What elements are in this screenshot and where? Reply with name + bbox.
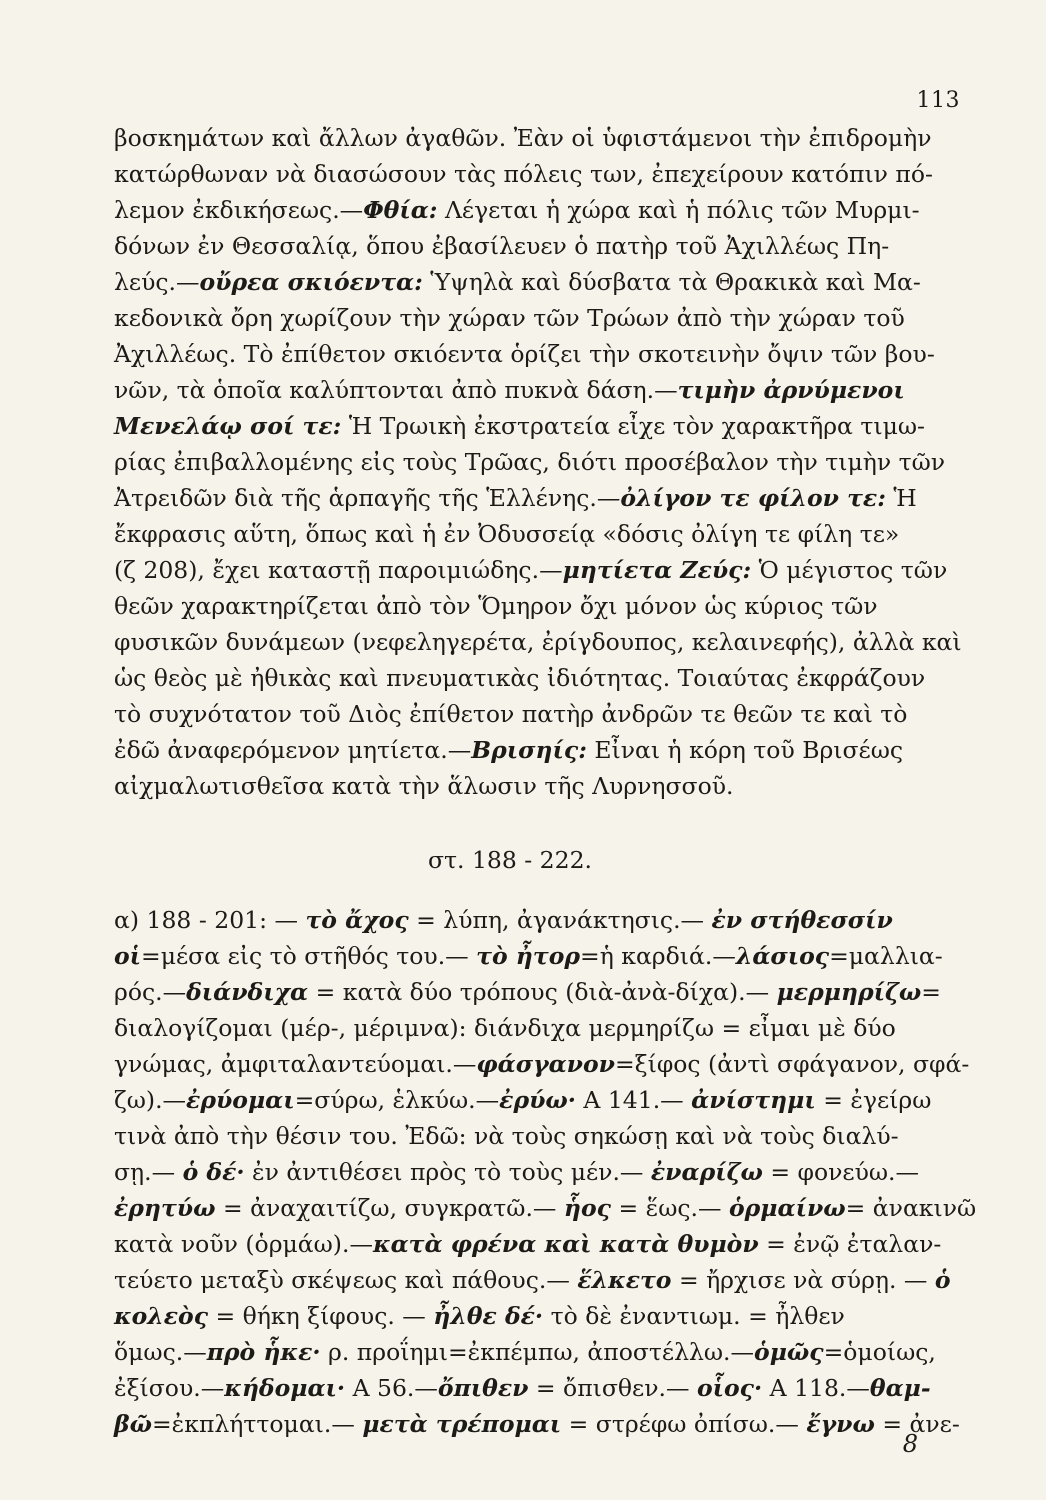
text-segment: Ἡ Τρωικὴ ἐκστρατεία εἶχε τὸν χαρακτῆρα τιμω- (341, 412, 925, 440)
text-line (114, 1082, 932, 1118)
text-segment: ἔκφρασις αὕτη, ὅπως καὶ ἡ ἐν Ὀδυσσείᾳ «δόσις ὀλίγη τε φίλη τε» (114, 520, 900, 548)
text-segment: = ἕως.— (610, 1194, 729, 1222)
text-segment: =μαλλια- (829, 942, 943, 970)
lemma: ὄπιθεν (437, 1374, 529, 1402)
lemma: μητίετα Ζεύς: (562, 556, 752, 584)
lemma: λάσιος (735, 942, 830, 970)
lemma: κατὰ φρένα καὶ κατὰ θυμὸν (372, 1230, 759, 1258)
lemma: τὸ ἄχος (305, 906, 409, 934)
body-text (114, 120, 977, 1442)
lemma: ὁρμαίνω (728, 1194, 846, 1222)
text-segment: Λέγεται ἡ χώρα καὶ ἡ πόλις τῶν Μυρμι- (437, 196, 920, 224)
text-segment: κεδονικὰ ὄρη χωρίζουν τὴν χώραν τῶν Τρώων ἀπὸ τὴν χώραν τοῦ (114, 304, 905, 332)
text-line (114, 408, 925, 444)
lemma: ἔγνω (806, 1410, 875, 1438)
text-line (114, 156, 933, 192)
text-line (114, 938, 943, 974)
text-segment: =ἐκπλήττομαι.— (151, 1410, 363, 1438)
text-line (114, 696, 906, 732)
text-segment: = (921, 978, 941, 1006)
lemma: πρὸ ἧκε· (206, 1338, 321, 1366)
text-line (114, 1118, 906, 1154)
text-line (114, 516, 906, 552)
text-segment: Ἀτρειδῶν διὰ τῆς ἁρπαγῆς τῆς Ἑλλένης.— (114, 484, 621, 512)
text-segment: κατὰ νοῦν (ὁρμάω).— (114, 1230, 373, 1258)
text-segment: βοσκημάτων καὶ ἄλλων ἀγαθῶν. Ἐὰν οἱ ὑφιστάμενοι τὴν ἐπιδρομὴν (114, 124, 932, 152)
text-segment: διαλογίζομαι (μέρ-, μέριμνα): διάνδιχα μερμηρίζω = εἶμαι μὲ δύο (114, 1014, 896, 1042)
text-line (114, 732, 906, 768)
text-line (114, 1154, 919, 1190)
text-segment: ρός.— (114, 978, 187, 1006)
text-segment: τὸ συχνότατον τοῦ Διὸς ἐπίθετον πατὴρ ἀνδρῶν τε θεῶν τε καὶ τὸ (114, 700, 908, 728)
text-segment: Ὁ μέγιστος τῶν (751, 556, 948, 584)
text-line (114, 768, 906, 804)
lemma: διάνδιχα (186, 978, 309, 1006)
text-segment: λεμον ἐκδικήσεως.— (114, 196, 364, 224)
lemma: ἐρύομαι (186, 1086, 295, 1114)
text-segment: Εἶναι ἡ κόρη τοῦ Βρισέως (586, 736, 904, 764)
text-line (114, 902, 906, 938)
text-segment: =σύρω, ἑλκύω.— (294, 1086, 500, 1114)
text-segment: =ἡ καρδιά.— (580, 942, 736, 970)
text-segment: = φονεύω.— (762, 1158, 919, 1186)
text-segment: γνώμας, ἀμφιταλαντεύομαι.— (114, 1050, 477, 1078)
text-segment: Ὑψηλὰ καὶ δύσβατα τὰ Θρακικὰ καὶ Μα- (422, 268, 921, 296)
text-segment: δόνων ἐν Θεσσαλίᾳ, ὅπου ἐβασίλευεν ὁ πατὴρ τοῦ Ἀχιλλέως Πη- (114, 232, 890, 260)
lemma: οὔρεα σκιόεντα: (199, 268, 423, 296)
commentary-paragraph (114, 120, 962, 804)
text-line (114, 444, 946, 480)
text-segment: = ἤρχισε νὰ σύρῃ. — (671, 1266, 935, 1294)
text-segment: α) 188 - 201: — (114, 906, 306, 934)
lemma: ὁμῶς (754, 1338, 824, 1366)
text-line (114, 1334, 936, 1370)
lemma: ἐν στήθεσσίν (711, 906, 893, 934)
lemma: Μενελάῳ σοί τε: (114, 412, 342, 440)
text-segment: σῃ.— (114, 1158, 183, 1186)
lemma: ἐναρίζω (650, 1158, 763, 1186)
lemma: ἐρητύω (114, 1194, 216, 1222)
text-segment: = θήκη ξίφους. — (208, 1302, 434, 1330)
text-segment: = ἀναχαιτίζω, συγκρατῶ.— (215, 1194, 564, 1222)
text-line (114, 1262, 951, 1298)
lemma: οἱ (114, 942, 142, 970)
text-line (114, 1190, 977, 1226)
text-segment: ὡς θεὸς μὲ ἠθικὰς καὶ πνευματικὰς ἰδιότητας. Τοιαύτας ἐκφράζουν (114, 664, 926, 692)
text-line (114, 1226, 942, 1262)
text-segment: λεύς.— (114, 268, 200, 296)
section-heading: στ. 188 - 222. (427, 846, 593, 874)
text-segment: τινὰ ἀπὸ τὴν θέσιν του. Ἐδῶ: νὰ τοὺς σηκώσῃ καὶ νὰ τοὺς διαλύ- (114, 1122, 899, 1150)
lemma: ἧος (563, 1194, 611, 1222)
text-segment: = ἀνε- (874, 1410, 960, 1438)
text-segment: ρ. προΐημι=ἐκπέμπω, ἀποστέλλω.— (320, 1338, 755, 1366)
lemma: μετὰ τρέπομαι (362, 1410, 562, 1438)
lemma: ὀλίγον τε φίλον τε: (620, 484, 886, 512)
text-line (114, 1406, 960, 1442)
lemma: μερμηρίζω (776, 978, 922, 1006)
text-line (114, 1010, 906, 1046)
text-segment: = ἐνῷ ἐταλαν- (758, 1230, 942, 1258)
text-segment: ζω).— (114, 1086, 187, 1114)
text-segment: Ἀχιλλέως. Τὸ ἐπίθετον σκιόεντα ὁρίζει τὴν σκοτεινὴν ὄψιν τῶν βου- (114, 340, 935, 368)
lemma: οἷος· (696, 1374, 763, 1402)
lemma: φάσγανον (476, 1050, 615, 1078)
lemma: τιμὴν ἀρνύμενοι (677, 376, 905, 404)
text-line (114, 372, 906, 408)
text-segment: Α 118.— (762, 1374, 870, 1402)
text-line (114, 624, 962, 660)
text-segment: τεύετο μεταξὺ σκέψεως καὶ πάθους.— (114, 1266, 578, 1294)
text-segment: τὸ δὲ ἐναντιωμ. = ἦλθεν (543, 1302, 845, 1330)
text-segment: ὅμως.— (114, 1338, 207, 1366)
text-segment: Α 56.— (345, 1374, 438, 1402)
glossary-paragraph (114, 902, 977, 1442)
text-segment: ἐν ἀντιθέσει πρὸς τὸ τοὺς μέν.— (244, 1158, 651, 1186)
lemma: βῶ (114, 1410, 152, 1438)
printer-signature: 8 (902, 1430, 918, 1458)
lemma: ὁ (934, 1266, 951, 1294)
text-line (114, 192, 920, 228)
text-line (114, 300, 906, 336)
text-segment: νῶν, τὰ ὁποῖα καλύπτονται ἀπὸ πυκνὰ δάση.— (114, 376, 678, 404)
lemma: ἦλθε δέ· (433, 1302, 544, 1330)
text-line (114, 588, 906, 624)
text-segment: =ξίφος (ἀντὶ σφάγανον, σφά- (614, 1050, 970, 1078)
text-line (114, 1046, 970, 1082)
text-segment: ἐδῶ ἀναφερόμενον μητίετα.— (114, 736, 472, 764)
text-segment: ἐξίσου.— (114, 1374, 225, 1402)
text-line (114, 1298, 906, 1334)
lemma: θαμ- (869, 1374, 931, 1402)
text-segment: φυσικῶν δυνάμεων (νεφεληγερέτα, ἐρίγδουπος, κελαινεφής), ἀλλὰ καὶ (114, 628, 962, 656)
text-segment: = ὄπισθεν.— (528, 1374, 697, 1402)
lemma: Φθία: (363, 196, 438, 224)
lemma: ὁ δέ· (182, 1158, 245, 1186)
text-segment: = στρέφω ὀπίσω.— (561, 1410, 807, 1438)
text-segment: = λύπη, ἀγανάκτησις.— (408, 906, 712, 934)
text-segment: κατώρθωναν νὰ διασώσουν τὰς πόλεις των, ἐπεχείρουν κατόπιν πό- (114, 160, 933, 188)
text-segment: =ὁμοίως, (823, 1338, 936, 1366)
text-segment: = κατὰ δύο τρόπους (διὰ-ἀνὰ-δίχα).— (308, 978, 777, 1006)
text-segment: = ἀνακινῶ (845, 1194, 977, 1222)
lemma: τὸ ἦτορ (476, 942, 581, 970)
text-segment: αἰχμαλωτισθεῖσα κατὰ τὴν ἅλωσιν τῆς Λυρνησσοῦ. (114, 772, 734, 800)
lemma: ἐρύω· (499, 1086, 576, 1114)
text-line (114, 974, 941, 1010)
text-line (114, 1370, 931, 1406)
text-segment: Α 141.— (575, 1086, 692, 1114)
text-segment: = ἐγείρω (815, 1086, 932, 1114)
text-line (114, 264, 921, 300)
text-segment: θεῶν χαρακτηρίζεται ἀπὸ τὸν Ὅμηρον ὄχι μόνον ὡς κύριος τῶν (114, 592, 878, 620)
lemma: ἕλκετο (577, 1266, 672, 1294)
lemma: ἀνίστημι (691, 1086, 816, 1114)
text-line (114, 228, 906, 264)
lemma: Βρισηίς: (471, 736, 587, 764)
page-number: 113 (916, 88, 960, 113)
text-line (114, 120, 932, 156)
text-segment: ρίας ἐπιβαλλομένης εἰς τοὺς Τρῶας, διότι προσέβαλον τὴν τιμὴν τῶν (114, 448, 946, 476)
text-line (114, 552, 948, 588)
text-line (114, 660, 926, 696)
text-line (114, 480, 917, 516)
text-segment: =μέσα εἰς τὸ στῆθός του.— (141, 942, 477, 970)
text-segment: Ἡ (885, 484, 917, 512)
lemma: κολεὸς (114, 1302, 209, 1330)
text-line (114, 336, 935, 372)
text-segment: (ζ 208), ἔχει καταστῇ παροιμιώδης.— (114, 556, 563, 584)
lemma: κήδομαι· (224, 1374, 346, 1402)
